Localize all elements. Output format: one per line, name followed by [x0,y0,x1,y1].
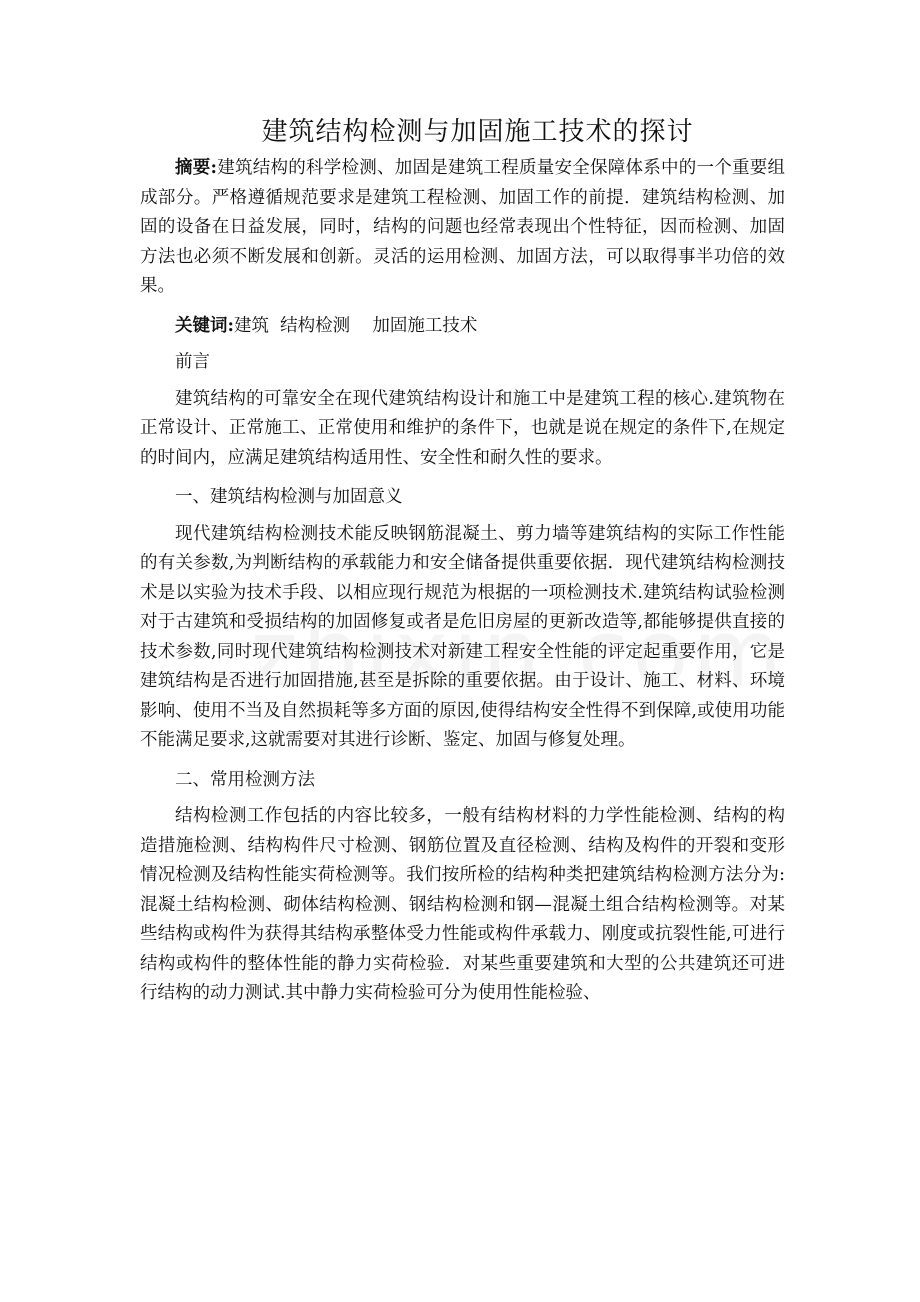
document-page [140,112,785,1019]
abstract-text: 建筑结构的科学检测、加固是建筑工程质量安全保障体系中的一个重要组成部分。严格遵循规范要求是建筑工程检测、加固工作的前提．建筑结构检测、加固的设备在日益发展，同时，结构的问题也经常表现出个性特征，因而检测、加固方法也必须不断发展和创新。灵活的运用检测、加固方法，可以取得事半功倍的效果。 [140,158,785,296]
abstract-label: 摘要: [175,158,217,178]
keywords-line [140,312,785,342]
section2-paragraph: 结构检测工作包括的内容比较多，一般有结构材料的力学性能检测、结构的构造措施检测、结构构件尺寸检测、钢筋位置及直径检测、结构及构件的开裂和变形情况检测及结构性能实荷检测等。我们按所检的结构种类把建筑结构检测方法分为:混凝土结构检测、砌体结构检测、钢结构检测和钢—混凝土组合结构检测等。对某些结构或构件为获得其结构承整体受力性能或构件承载力、刚度或抗裂性能,可进行结构或构件的整体性能的静力实荷检验．对某些重要建筑和大型的公共建筑还可进行结构的动力测试.其中静力实荷检验可分为使用性能检验、 [140,806,785,1003]
document-title: 建筑结构检测与加固施工技术的探讨 [261,117,694,147]
section1-heading: 一、建筑结构检测与加固意义 [175,487,403,507]
keywords-label: 关键词: [175,315,234,336]
section1-paragraph: 现代建筑结构检测技术能反映钢筋混凝土、剪力墙等建筑结构的实际工作性能的有关参数,为判断结构的承载能力和安全储备提供重要依据．现代建筑结构检测技术是以实验为技术手段、以相应现行规范为根据的一项检测技术.建筑结构试验检测对于古建筑和受损结构的加固修复或者是危旧房屋的更新改造等,都能够提供直接的技术参数,同时现代建筑结构检测技术对新建工程安全性能的评定起重要作用，它是建筑结构是否进行加固措施,甚至是拆除的重要依据。由于设计、施工、材料、环境影响、使用不当及自然损耗等多方面的原因,使得结构安全性得不到保障,或使用功能不能满足要求,这就需要对其进行诊断、鉴定、加固与修复处理。 [140,523,785,750]
preface-heading: 前言 [175,352,210,372]
section2-heading: 二、常用检测方法 [175,769,315,790]
preface-paragraph: 建筑结构的可靠安全在现代建筑结构设计和施工中是建筑工程的核心.建筑物在正常设计、正常施工、正常使用和维护的条件下，也就是说在规定的条件下,在规定的时间内，应满足建筑结构适用性、安全性和耐久性的要求。 [140,388,785,468]
abstract-paragraph [140,154,785,302]
keywords-text: 建筑 结构检测 加固施工技术 [233,315,478,336]
